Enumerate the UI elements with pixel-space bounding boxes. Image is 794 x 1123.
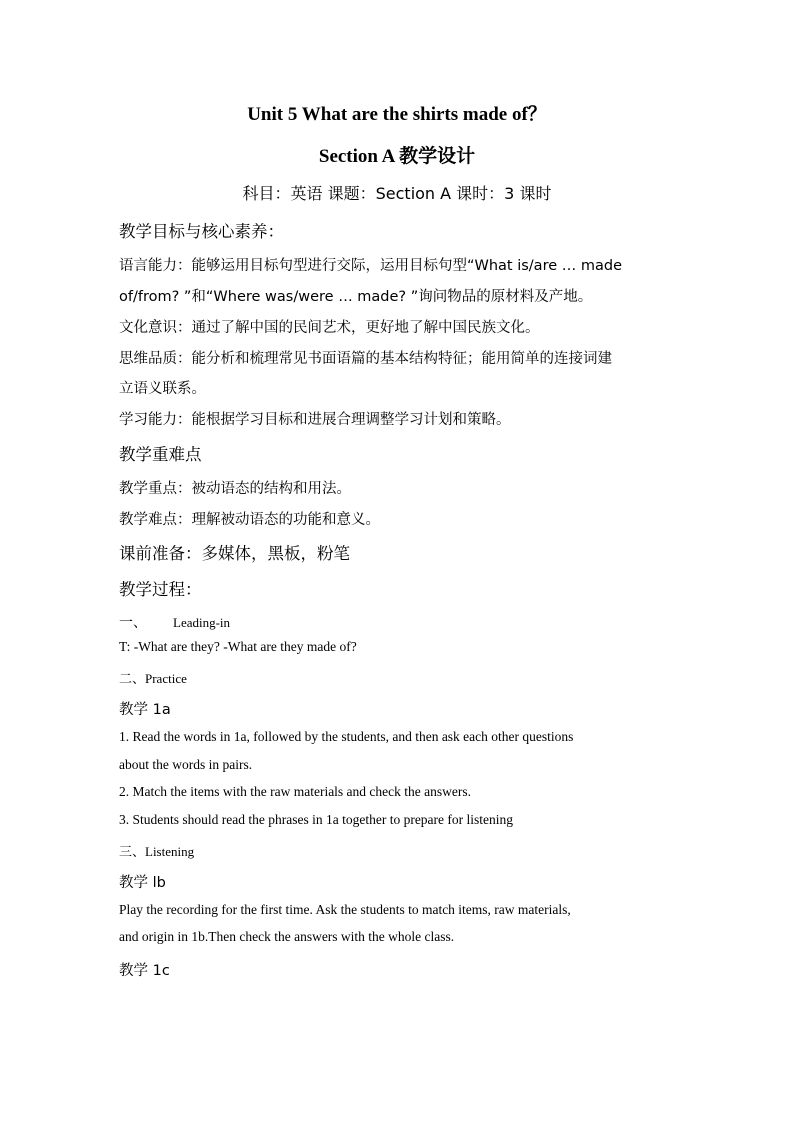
- goal-learning: 学习能力：能根据学习目标和进展合理调整学习计划和策略。: [119, 412, 511, 428]
- section2-step3: 3. Students should read the phrases in 1a together to prepare for listening: [119, 812, 514, 827]
- goal-thinking-line2: 立语义联系。: [119, 381, 206, 397]
- section2-step2: 2. Match the items with the raw materials and check the answers.: [119, 784, 472, 799]
- section2-step1-line2: about the words in pairs.: [119, 757, 253, 772]
- process-heading: 教学过程：: [119, 580, 202, 599]
- section3-sub2: 教学 1c: [119, 963, 170, 979]
- section3-text-line1: Play the recording for the first time. Ask the students to match items, raw materials,: [119, 902, 571, 917]
- section3-title: 三、Listening: [119, 844, 195, 859]
- section1-number: 一、: [119, 615, 147, 631]
- goal-thinking-line1: 思维品质：能分析和梳理常见书面语篇的基本结构特征；能用简单的连接词建: [119, 351, 612, 367]
- goal-language-line2: of/from? ”和“Where was/were … made? ”询问物品的原材料及产地。: [119, 289, 593, 305]
- section2-title: 二、Practice: [119, 671, 187, 686]
- document-meta: 科目：英语 课题：Section A 课时：3 课时: [242, 184, 552, 203]
- section3-sub: 教学 lb: [119, 875, 166, 891]
- goal-culture: 文化意识：通过了解中国的民间艺术，更好地了解中国民族文化。: [119, 320, 540, 336]
- keypoint-focus: 教学重点：被动语态的结构和用法。: [119, 481, 351, 497]
- preparation: 课前准备：多媒体，黑板，粉笔: [119, 544, 350, 563]
- section3-text-line2: and origin in 1b.Then check the answers with the whole class.: [119, 929, 455, 944]
- section1-heading: [119, 612, 230, 632]
- document-title: Unit 5 What are the shirts made of？: [247, 104, 547, 125]
- section2-step1-line1: 1. Read the words in 1a, followed by the students, and then ask each other questions: [119, 729, 574, 744]
- section1-dialogue: T: -What are they? -What are they made of?: [119, 639, 357, 654]
- document-subtitle: Section A 教学设计: [318, 146, 476, 167]
- keypoints-heading: 教学重难点: [119, 445, 202, 464]
- goals-heading: 教学目标与核心素养：: [119, 222, 284, 241]
- goal-language-line1: 语言能力：能够运用目标句型进行交际，运用目标句型“What is/are … made: [119, 258, 622, 274]
- section2-sub: 教学 1a: [119, 702, 171, 718]
- keypoint-difficulty: 教学难点：理解被动语态的功能和意义。: [119, 512, 380, 528]
- section1-title: Leading-in: [173, 615, 231, 630]
